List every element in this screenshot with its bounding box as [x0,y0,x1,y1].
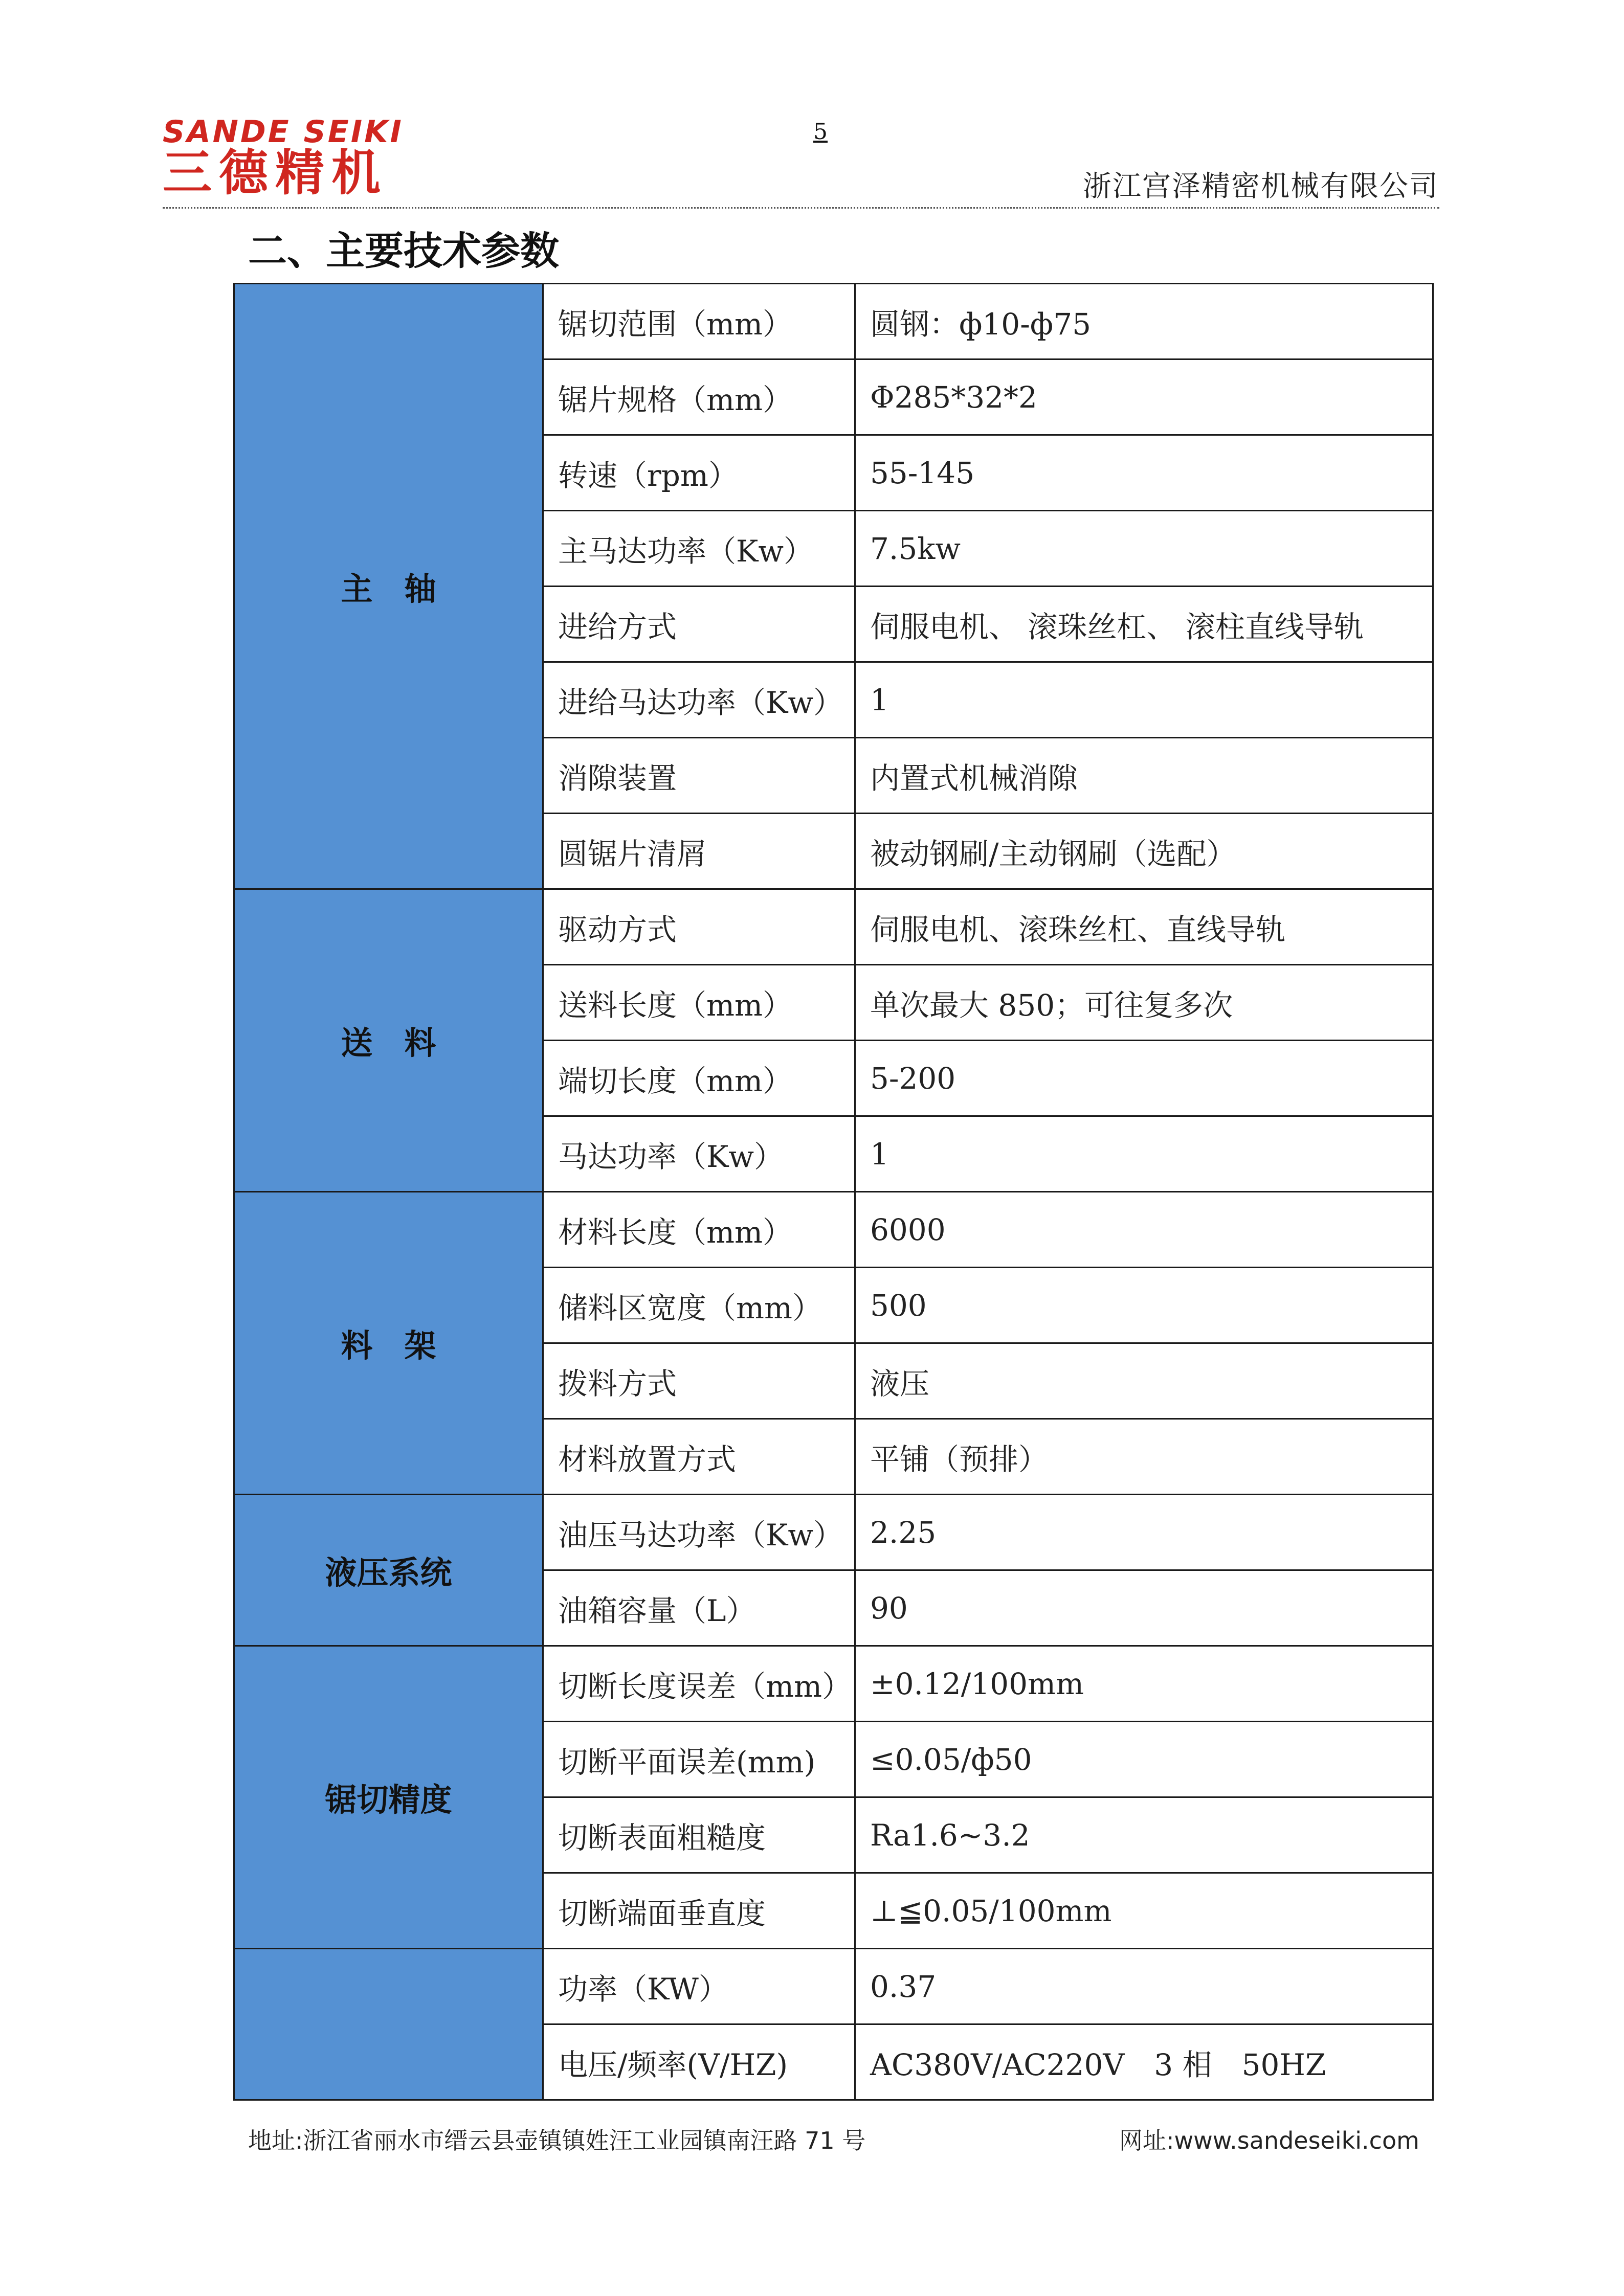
param-value: 液压 [855,1343,1433,1419]
param-name: 端切长度（mm） [543,1041,855,1116]
param-name: 圆锯片清屑 [543,814,855,889]
param-name: 储料区宽度（mm） [543,1268,855,1343]
param-name: 拨料方式 [543,1343,855,1419]
param-name: 主马达功率（Kw） [543,511,855,587]
logo-chinese-text: 三德精机 [163,144,388,201]
param-name: 切断长度误差（mm） [543,1646,855,1722]
table-row [234,1495,1433,1570]
table-row [234,1646,1433,1722]
param-value: 内置式机械消隙 [855,738,1433,814]
param-value: 圆钢：ф10-ф75 [855,284,1433,359]
param-name: 材料长度（mm） [543,1192,855,1268]
page-number: 5 [813,119,828,145]
spec-table [233,283,1434,2101]
param-value: 1 [855,662,1433,738]
table-row [234,889,1433,965]
param-name: 马达功率（Kw） [543,1116,855,1192]
param-value: 伺服电机、 滚珠丝杠、 滚柱直线导轨 [855,587,1433,662]
param-value: Φ285*32*2 [855,359,1433,435]
param-name: 进给方式 [543,587,855,662]
header-divider [163,207,1439,209]
section-title: 二、主要技术参数 [248,228,559,274]
param-name: 锯切范围（mm） [543,284,855,359]
param-value: 55-145 [855,435,1433,511]
spec-table-body [234,284,1433,2100]
param-value: 2.25 [855,1495,1433,1570]
param-value: 被动钢刷/主动钢刷（选配） [855,814,1433,889]
logo-latin-text: SANDE SEIKI [163,114,404,150]
param-name: 功率（KW） [543,1949,855,2024]
group-label: 锯切精度 [234,1646,543,1949]
param-value: 1 [855,1116,1433,1192]
param-value: ≤0.05/ф50 [855,1722,1433,1797]
param-value: 5-200 [855,1041,1433,1116]
footer-address: 地址:浙江省丽水市缙云县壶镇镇姓汪工业园镇南汪路 71 号 [248,2127,866,2154]
company-logo [163,114,459,201]
param-name: 油箱容量（L） [543,1570,855,1646]
param-name: 切断表面粗糙度 [543,1797,855,1873]
param-name: 消隙装置 [543,738,855,814]
company-name: 浙江宫泽精密机械有限公司 [1083,170,1439,203]
param-name: 电压/频率(V/HZ) [543,2024,855,2100]
param-value: AC380V/AC220V 3 相 50HZ [855,2024,1433,2100]
group-label: 料 架 [234,1192,543,1495]
param-value: 0.37 [855,1949,1433,2024]
param-name: 油压马达功率（Kw） [543,1495,855,1570]
param-value: 单次最大 850；可往复多次 [855,965,1433,1041]
param-value: 90 [855,1570,1433,1646]
group-label: 送 料 [234,889,543,1192]
group-label: 主 轴 [234,284,543,889]
param-value: 7.5kw [855,511,1433,587]
param-value: 平铺（预排） [855,1419,1433,1495]
param-value: ⊥≦0.05/100mm [855,1873,1433,1949]
param-name: 锯片规格（mm） [543,359,855,435]
group-label [234,1949,543,2100]
param-value: ±0.12/100mm [855,1646,1433,1722]
param-value: 伺服电机、滚珠丝杠、直线导轨 [855,889,1433,965]
param-value: 500 [855,1268,1433,1343]
table-row [234,1949,1433,2024]
table-row [234,284,1433,359]
table-row [234,1192,1433,1268]
group-label: 液压系统 [234,1495,543,1646]
param-name: 转速（rpm） [543,435,855,511]
param-name: 切断平面误差(mm) [543,1722,855,1797]
param-value: Ra1.6~3.2 [855,1797,1433,1873]
param-name: 进给马达功率（Kw） [543,662,855,738]
param-name: 切断端面垂直度 [543,1873,855,1949]
param-name: 材料放置方式 [543,1419,855,1495]
param-name: 送料长度（mm） [543,965,855,1041]
param-value: 6000 [855,1192,1433,1268]
param-name: 驱动方式 [543,889,855,965]
footer-website: 网址:www.sandeseiki.com [1119,2127,1419,2154]
